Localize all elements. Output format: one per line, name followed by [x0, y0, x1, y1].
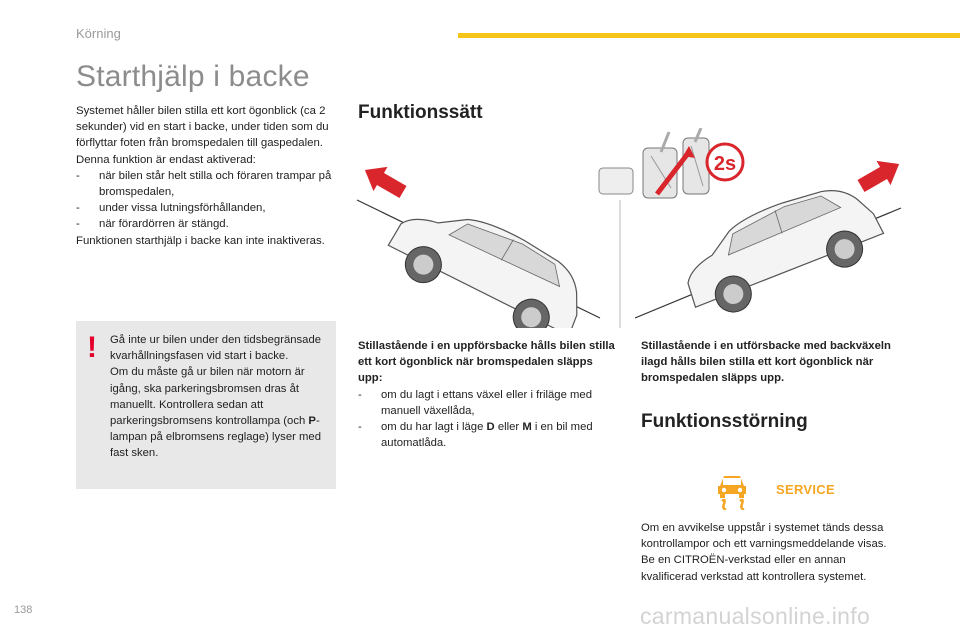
timer-badge-icon: [707, 144, 743, 180]
heading-funktionssatt: Funktionssätt: [358, 102, 483, 123]
uphill-car-icon: [380, 187, 599, 328]
list-item: - om du har lagt i läge D eller M i en bil med automatlåda.: [358, 419, 620, 451]
page-number: 138: [14, 604, 33, 616]
list-item: - när förardörren är stängd.: [76, 216, 338, 232]
timer-badge-label: 2s: [713, 153, 737, 175]
list-item: - under vissa lutningsförhållanden,: [76, 200, 338, 216]
intro-conditions-list: [76, 168, 338, 233]
intro-paragraph-3: Funktionen starthjälp i backe kan inte inaktiveras.: [76, 234, 325, 247]
pedals-icon: [599, 128, 709, 198]
warning-line-1: Gå inte ur bilen under den tidsbegränsade kvarhållningsfasen vid start i backe.: [110, 334, 322, 363]
heading-funktionsstorning: Funktionsstörning: [641, 411, 808, 432]
downhill-arrow-icon: [854, 152, 905, 198]
intro-paragraph-1: Systemet håller bilen stilla ett kort ögonblick (ca 2 sekunder) vid en start i backe, under tiden som du förflyttar foten från bromspedalen till gaspedalen.: [76, 105, 329, 150]
warning-line-2: Om du måste gå ur bilen när motorn är igång, ska parkeringsbromsen dras åt manuellt. Kontrollera sedan att parkeringsbromsens kontrollampa (och P-lampan på elbromsens reglage) lyser med fast sken.: [110, 366, 321, 460]
service-indicator-label: SERVICE: [776, 482, 835, 497]
uphill-arrow-icon: [358, 158, 410, 204]
uphill-conditions-list: [358, 387, 620, 452]
intro-paragraph-2: Denna funktion är endast aktiverad:: [76, 153, 256, 166]
page-title: Starthjälp i backe: [76, 60, 310, 93]
uphill-description: [358, 338, 620, 451]
downhill-description: Stillastående i en utförsbacke med backväxeln ilagd hålls bilen stilla ett kort ögonblick när bromspedalen släpps upp.: [641, 340, 891, 385]
exclamation-icon: !: [87, 331, 97, 364]
list-item: - när bilen står helt stilla och föraren trampar på bromspedalen,: [76, 168, 338, 200]
warning-text: [110, 332, 326, 462]
hill-start-illustration: [355, 128, 905, 328]
intro-text: [76, 103, 338, 249]
downhill-car-icon: [671, 172, 890, 326]
section-tag: Körning: [76, 26, 121, 41]
watermark: carmanualsonline.info: [640, 603, 871, 629]
skid-car-warning-icon: [710, 468, 754, 510]
list-item: - om du lagt i ettans växel eller i friläge med manuell växellåda,: [358, 387, 620, 419]
fault-description: Om en avvikelse uppstår i systemet tänds dessa kontrollampor och ett varningsmeddelande visas. Be en CITROËN-verkstad eller en annan kvalificerad verkstad att kontrollera systemet.: [641, 522, 887, 583]
header-accent-bar: [458, 33, 960, 38]
uphill-lead: Stillastående i en uppförsbacke hålls bilen stilla ett kort ögonblick när bromspedalen släpps upp:: [358, 340, 615, 385]
